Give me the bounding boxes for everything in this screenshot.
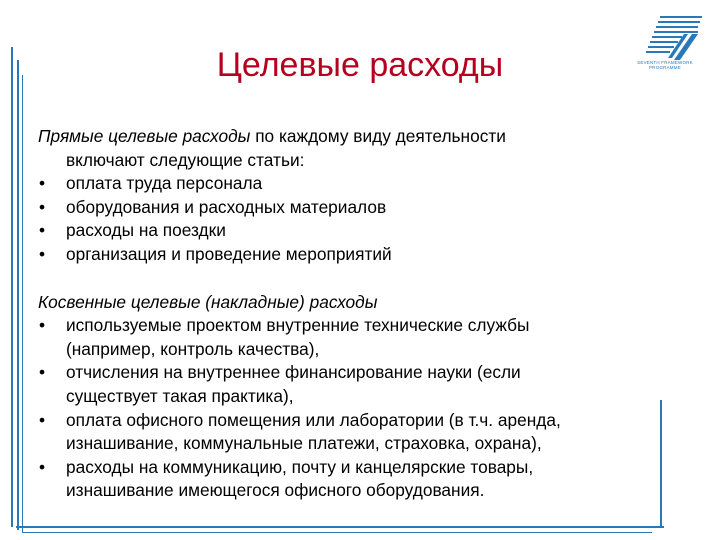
list-item — [38, 456, 678, 503]
frame-line-bottom-2 — [22, 532, 652, 533]
bullet-icon: • — [39, 243, 46, 264]
list-item — [38, 219, 678, 243]
bullet-icon: • — [39, 315, 46, 336]
list-item — [38, 243, 678, 267]
bullet-icon: • — [39, 173, 46, 194]
list-item — [38, 172, 678, 196]
list-item-line2: существует такая практика), — [66, 385, 294, 406]
slide-body — [38, 125, 678, 503]
list-item-line2: изнашивание, коммунальные платежи, страховка, охрана), — [66, 433, 542, 454]
frame-line-left-3 — [22, 75, 23, 533]
section1-lead-italic: Прямые целевые расходы — [38, 126, 251, 146]
frame-line-left-2 — [17, 60, 19, 530]
section1-list — [38, 172, 678, 266]
list-item-line1: отчисления на внутреннее финансирование науки (если — [66, 362, 521, 383]
list-item-text: расходы на поездки — [66, 220, 226, 241]
section-spacer — [38, 267, 678, 291]
section2-list — [38, 314, 678, 503]
list-item-line1: расходы на коммуникацию, почту и канцелярские товары, — [66, 456, 534, 477]
section1-lead-rest: по каждому виду деятельности — [250, 126, 506, 146]
list-item-line2: изнашивание имеющегося офисного оборудования. — [66, 480, 485, 501]
section1-lead — [38, 125, 678, 149]
list-item-text: оплата труда персонала — [66, 173, 263, 194]
frame-line-left-1 — [11, 47, 13, 527]
list-item — [38, 409, 678, 456]
logo-caption-line1: SEVENTH FRAMEWORK — [637, 60, 693, 65]
list-item — [38, 196, 678, 220]
list-item-line1: оплата офисного помещения или лаборатории (в т.ч. аренда, — [66, 409, 561, 430]
bullet-icon: • — [39, 456, 46, 477]
bullet-icon: • — [39, 196, 46, 217]
list-item-text: оборудования и расходных материалов — [66, 196, 387, 217]
bullet-icon: • — [39, 362, 46, 383]
list-item — [38, 361, 678, 408]
list-item-text: организация и проведение мероприятий — [66, 243, 392, 264]
slide-title: Целевые расходы — [216, 46, 504, 84]
bullet-icon: • — [39, 409, 46, 430]
logo-caption-line2: PROGRAMME — [649, 65, 681, 70]
list-item — [38, 314, 678, 361]
bullet-icon: • — [39, 220, 46, 241]
section1-lead-cont: включают следующие статьи: — [66, 149, 305, 170]
section2-heading: Косвенные целевые (накладные) расходы — [38, 291, 378, 312]
frame-line-bottom-1 — [16, 526, 664, 528]
list-item-line1: используемые проектом внутренние технические службы — [66, 315, 530, 336]
list-item-line2: (например, контроль качества), — [66, 338, 320, 359]
